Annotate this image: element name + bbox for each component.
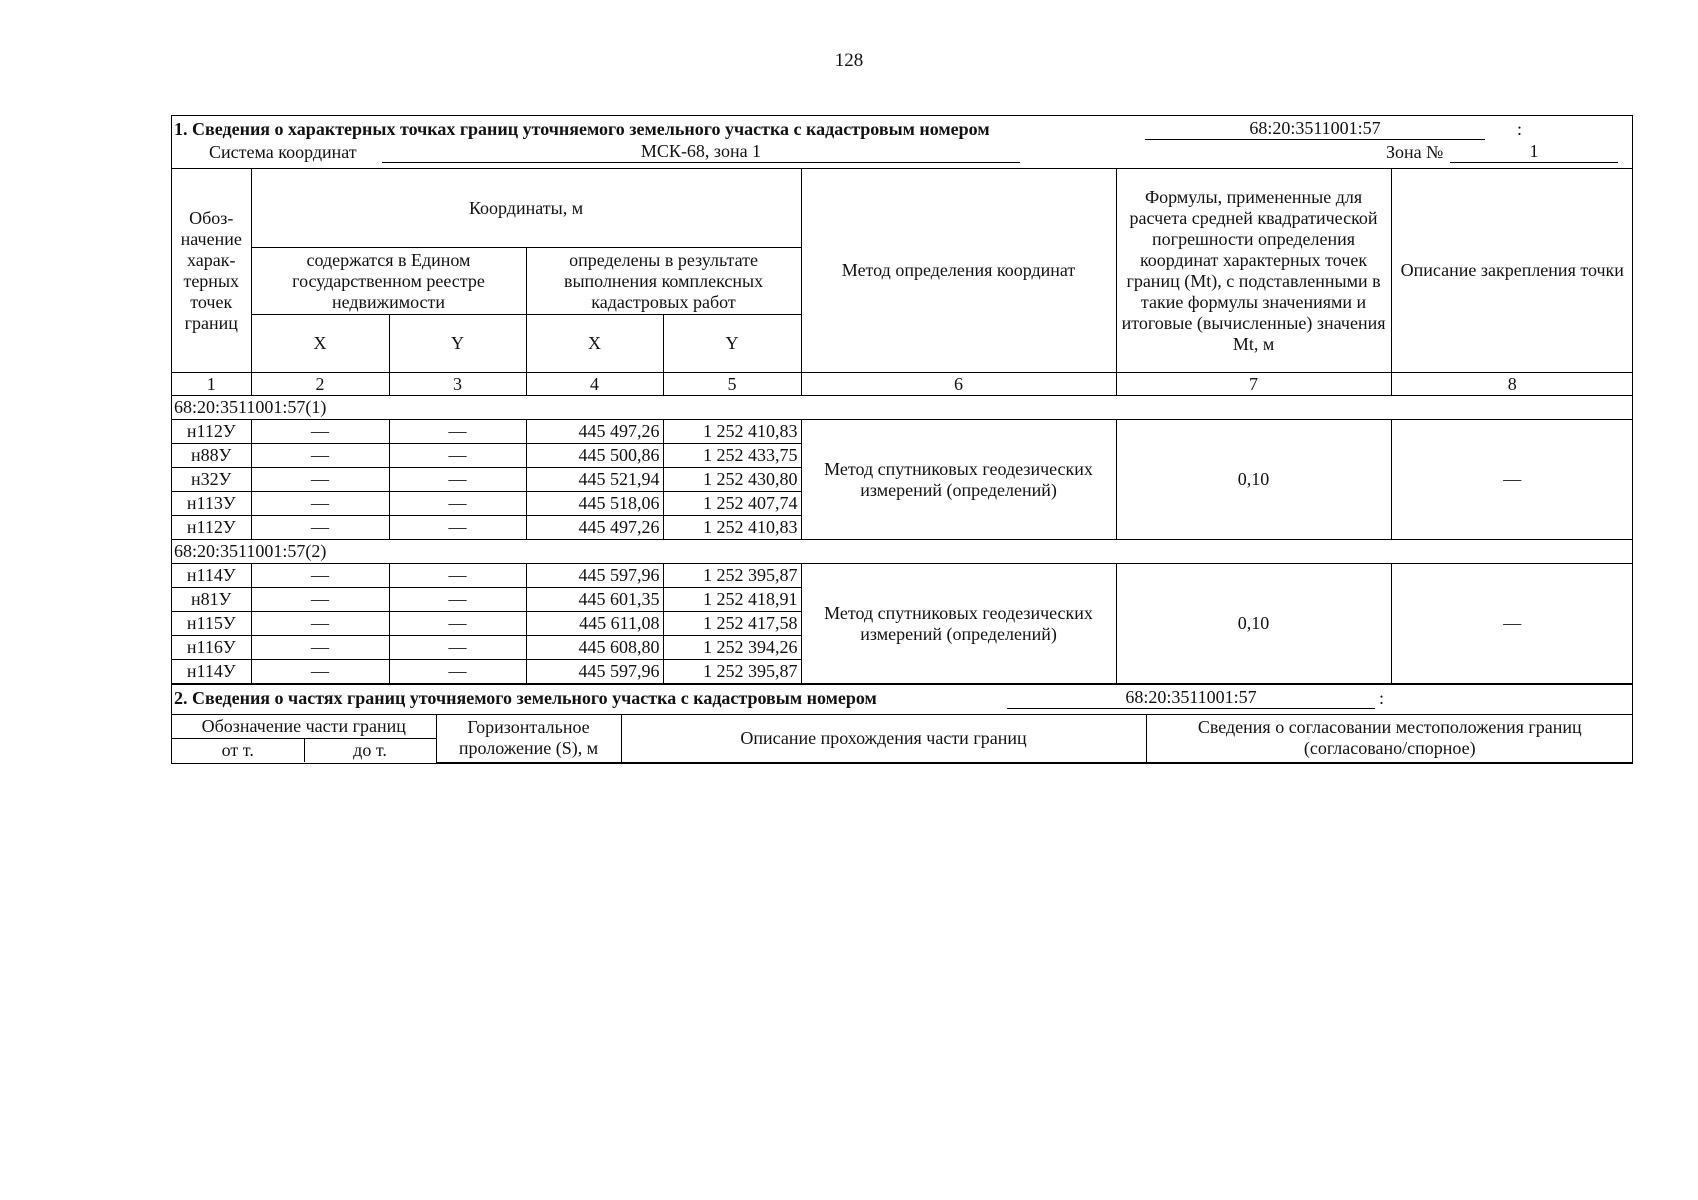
y-cell: 1 252 407,74	[663, 492, 801, 516]
x-egrn-cell: —	[251, 564, 389, 588]
column-number: 2	[251, 373, 389, 396]
y-cell: 1 252 395,87	[663, 660, 801, 684]
header-to: до т.	[304, 739, 436, 763]
section2-colon: :	[1379, 688, 1385, 708]
header-x: X	[526, 315, 663, 373]
x-cell: 445 601,35	[526, 588, 663, 612]
point-name: н114У	[172, 564, 251, 588]
y-cell: 1 252 430,80	[663, 468, 801, 492]
header-designation: Обоз-начение харак-терных точек границ	[172, 169, 251, 373]
y-cell: 1 252 410,83	[663, 420, 801, 444]
header-in-egrn: содержатся в Едином государственном реестре недвижимости	[251, 248, 526, 315]
column-numbers-row	[172, 373, 1633, 396]
column-number: 5	[663, 373, 801, 396]
y-egrn-cell: —	[389, 588, 526, 612]
column-number: 6	[801, 373, 1116, 396]
y-cell: 1 252 417,58	[663, 612, 801, 636]
y-cell: 1 252 394,26	[663, 636, 801, 660]
y-cell: 1 252 410,83	[663, 516, 801, 540]
y-egrn-cell: —	[389, 492, 526, 516]
x-cell: 445 497,26	[526, 516, 663, 540]
zone-label: Зона №	[1386, 142, 1444, 162]
x-egrn-cell: —	[251, 492, 389, 516]
header-agreement: Сведения о согласовании местоположения границ (согласовано/спорное)	[1146, 715, 1633, 762]
page-number: 128	[834, 50, 864, 71]
group-label: 68:20:3511001:57(2)	[172, 540, 1633, 564]
point-name: н116У	[172, 636, 251, 660]
group-row	[172, 540, 1633, 564]
column-number: 7	[1116, 373, 1391, 396]
y-cell: 1 252 395,87	[663, 564, 801, 588]
x-egrn-cell: —	[251, 468, 389, 492]
mt-cell: 0,10	[1116, 420, 1391, 540]
point-name: н112У	[172, 420, 251, 444]
x-cell: 445 521,94	[526, 468, 663, 492]
header-horizontal: Горизонтальное проложение (S), м	[436, 715, 621, 762]
table-row	[172, 420, 1633, 444]
header-fixing: Описание закрепления точки	[1391, 169, 1633, 373]
point-name: н112У	[172, 516, 251, 540]
y-egrn-cell: —	[389, 444, 526, 468]
header-y-egrn: Y	[389, 315, 526, 373]
coord-system-label: Система координат	[209, 142, 357, 162]
point-name: н32У	[172, 468, 251, 492]
x-egrn-cell: —	[251, 516, 389, 540]
parts-table	[172, 715, 1633, 763]
cadastral-form	[171, 115, 1633, 764]
column-number: 4	[526, 373, 663, 396]
column-number: 3	[389, 373, 526, 396]
header-part-designation: Обозначение части границ	[172, 715, 436, 739]
group-label: 68:20:3511001:57(1)	[172, 396, 1633, 420]
section1-title: 1. Сведения о характерных точках границ уточняемого земельного участка с кадастровым номером	[174, 119, 990, 139]
y-egrn-cell: —	[389, 564, 526, 588]
header-x-egrn: X	[251, 315, 389, 373]
section2-title: 2. Сведения о частях границ уточняемого земельного участка с кадастровым номером	[174, 688, 877, 708]
x-cell: 445 518,06	[526, 492, 663, 516]
y-egrn-cell: —	[389, 612, 526, 636]
column-number: 1	[172, 373, 251, 396]
method-cell: Метод спутниковых геодезических измерений (определений)	[801, 420, 1116, 540]
section2-header	[172, 684, 1632, 715]
y-cell: 1 252 418,91	[663, 588, 801, 612]
point-name: н113У	[172, 492, 251, 516]
y-egrn-cell: —	[389, 516, 526, 540]
header-description: Описание прохождения части границ	[621, 715, 1146, 762]
point-name: н81У	[172, 588, 251, 612]
x-egrn-cell: —	[251, 444, 389, 468]
header-method: Метод определения координат	[801, 169, 1116, 373]
coord-system-value: МСК-68, зона 1	[382, 141, 1020, 163]
header-from: от т.	[172, 739, 304, 763]
point-name: н115У	[172, 612, 251, 636]
mt-cell: 0,10	[1116, 564, 1391, 684]
y-cell: 1 252 433,75	[663, 444, 801, 468]
y-egrn-cell: —	[389, 660, 526, 684]
column-number: 8	[1391, 373, 1633, 396]
zone-value: 1	[1450, 141, 1618, 163]
header-coordinates: Координаты, м	[251, 169, 801, 248]
x-egrn-cell: —	[251, 660, 389, 684]
x-cell: 445 597,96	[526, 660, 663, 684]
points-table	[172, 169, 1633, 684]
x-cell: 445 497,26	[526, 420, 663, 444]
header-formulas: Формулы, примененные для расчета средней квадратической погрешности определения координат характерных точек границ (Mt), с подставленными в такие формулы значениями и итоговые (вычисленные) значения Mt, м	[1116, 169, 1391, 373]
y-egrn-cell: —	[389, 420, 526, 444]
table-row	[172, 564, 1633, 588]
header-y: Y	[663, 315, 801, 373]
header-by-works: определены в результате выполнения комплексных кадастровых работ	[526, 248, 801, 315]
section1-header	[172, 116, 1632, 169]
fixing-cell: —	[1391, 564, 1633, 684]
section2-cadastral-number: 68:20:3511001:57	[1007, 687, 1375, 709]
y-egrn-cell: —	[389, 636, 526, 660]
x-egrn-cell: —	[251, 612, 389, 636]
x-cell: 445 597,96	[526, 564, 663, 588]
x-cell: 445 500,86	[526, 444, 663, 468]
x-egrn-cell: —	[251, 420, 389, 444]
group-row	[172, 396, 1633, 420]
x-egrn-cell: —	[251, 588, 389, 612]
point-name: н114У	[172, 660, 251, 684]
y-egrn-cell: —	[389, 468, 526, 492]
section1-colon: :	[1517, 119, 1523, 139]
fixing-cell: —	[1391, 420, 1633, 540]
x-egrn-cell: —	[251, 636, 389, 660]
x-cell: 445 611,08	[526, 612, 663, 636]
x-cell: 445 608,80	[526, 636, 663, 660]
point-name: н88У	[172, 444, 251, 468]
section1-cadastral-number: 68:20:3511001:57	[1145, 118, 1485, 140]
method-cell: Метод спутниковых геодезических измерений (определений)	[801, 564, 1116, 684]
